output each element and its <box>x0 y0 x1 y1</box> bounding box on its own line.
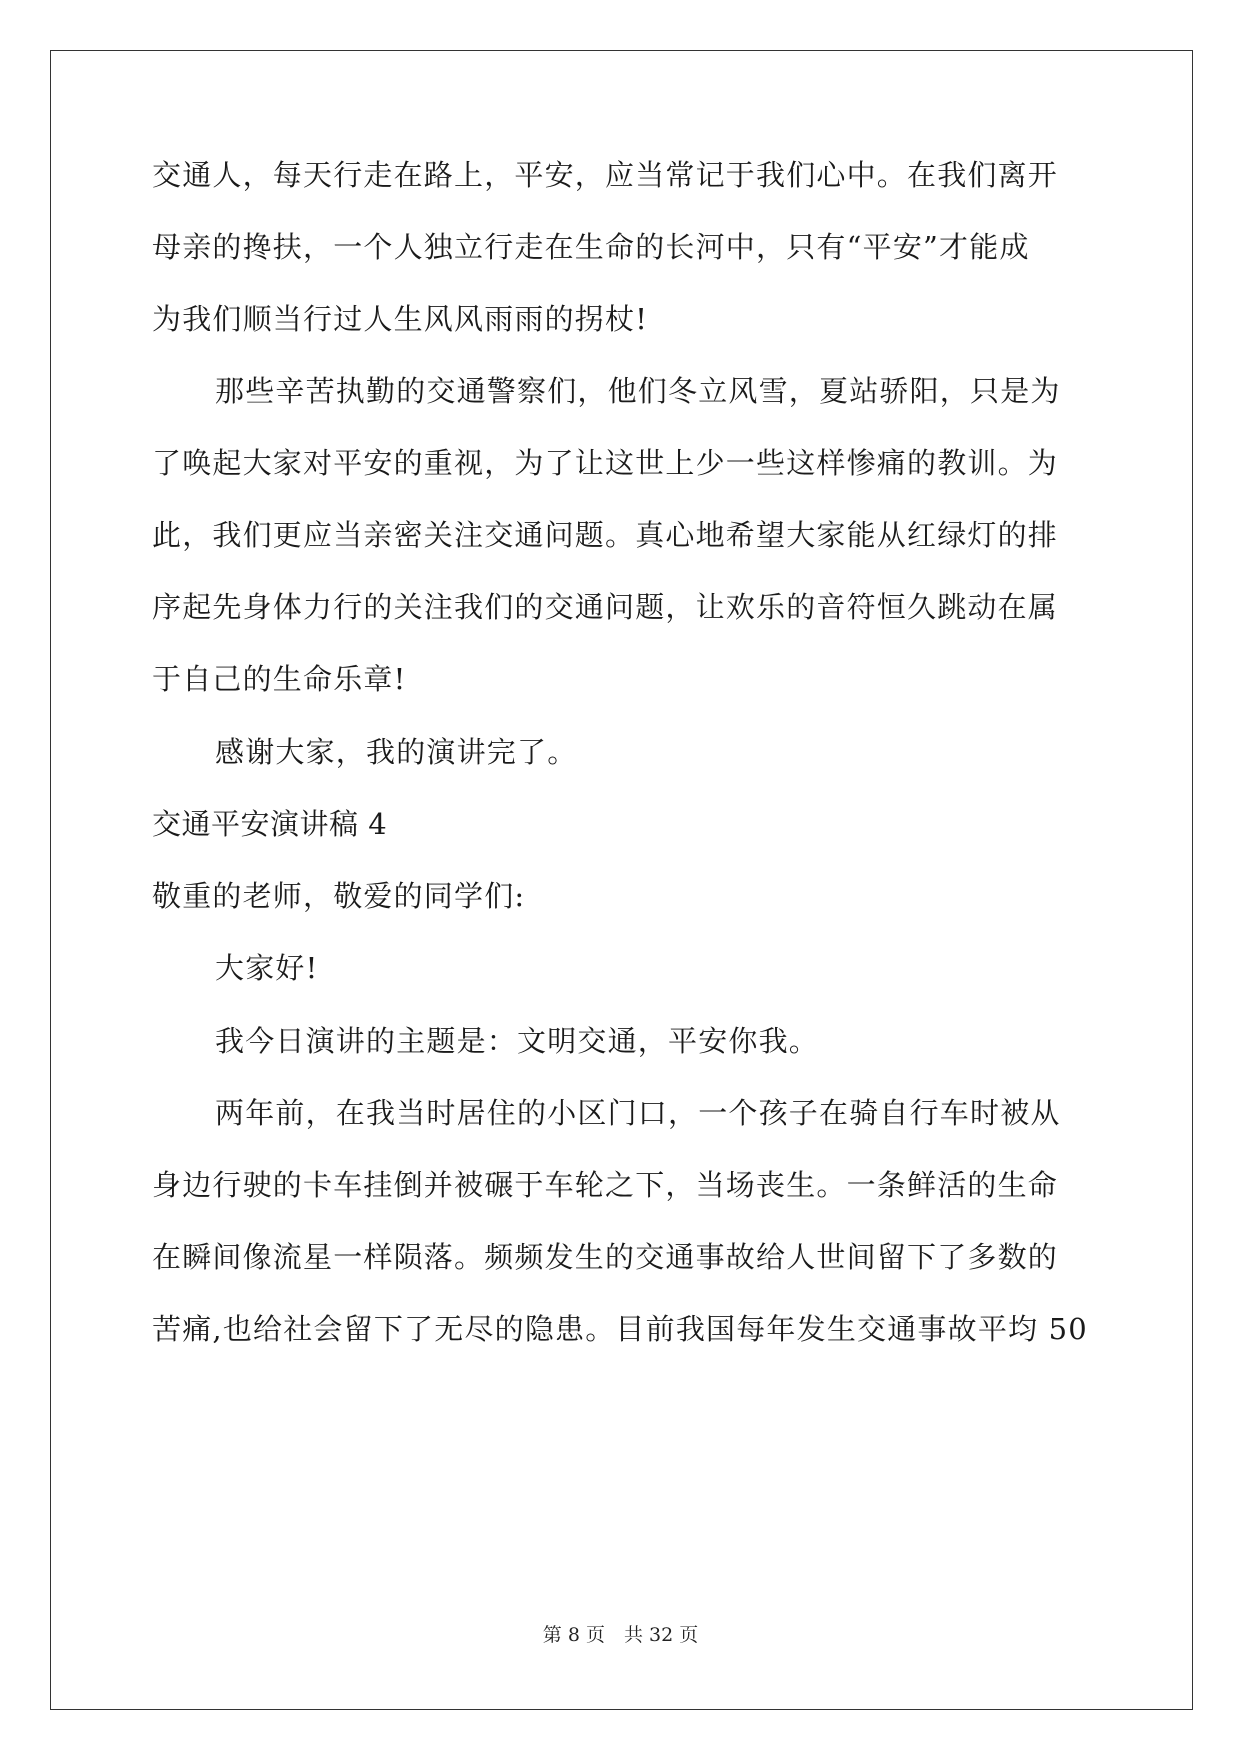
text-line: 母亲的搀扶，一个人独立行走在生命的长河中，只有“平安”才能成 <box>152 230 1030 264</box>
text-line: 感谢大家，我的演讲完了。 <box>215 735 578 769</box>
text-line: 为我们顺当行过人生风风雨雨的拐杖! <box>152 302 649 336</box>
text-line: 交通人，每天行走在路上，平安，应当常记于我们心中。在我们离开 <box>152 158 1059 192</box>
greeting: 大家好! <box>215 951 319 985</box>
text-line: 那些辛苦执勤的交通警察们，他们冬立风雪，夏站骄阳，只是为 <box>215 374 1061 408</box>
section-heading: 交通平安演讲稿 4 <box>152 807 388 841</box>
text-line: 两年前，在我当时居住的小区门口，一个孩子在骑自行车时被从 <box>215 1096 1061 1130</box>
text-line: 在瞬间像流星一样陨落。频频发生的交通事故给人世间留下了多数的 <box>152 1240 1059 1274</box>
text-line: 此，我们更应当亲密关注交通问题。真心地希望大家能从红绿灯的排 <box>152 518 1059 552</box>
text-line: 了唤起大家对平安的重视，为了让这世上少一些这样惨痛的教训。为 <box>152 446 1059 480</box>
text-line: 苦痛,也给社会留下了无尽的隐患。目前我国每年发生交通事故平均 50 <box>152 1312 1088 1346</box>
text-line: 于自己的生命乐章! <box>152 662 407 696</box>
page-number: 第 8 页 共 32 页 <box>542 1624 699 1646</box>
text-line: 序起先身体力行的关注我们的交通问题，让欢乐的音符恒久跳动在属 <box>152 590 1059 624</box>
text-line: 我今日演讲的主题是：文明交通，平安你我。 <box>215 1024 820 1058</box>
salutation: 敬重的老师，敬爱的同学们: <box>152 879 526 913</box>
text-line: 身边行驶的卡车挂倒并被碾于车轮之下，当场丧生。一条鲜活的生命 <box>152 1168 1059 1202</box>
